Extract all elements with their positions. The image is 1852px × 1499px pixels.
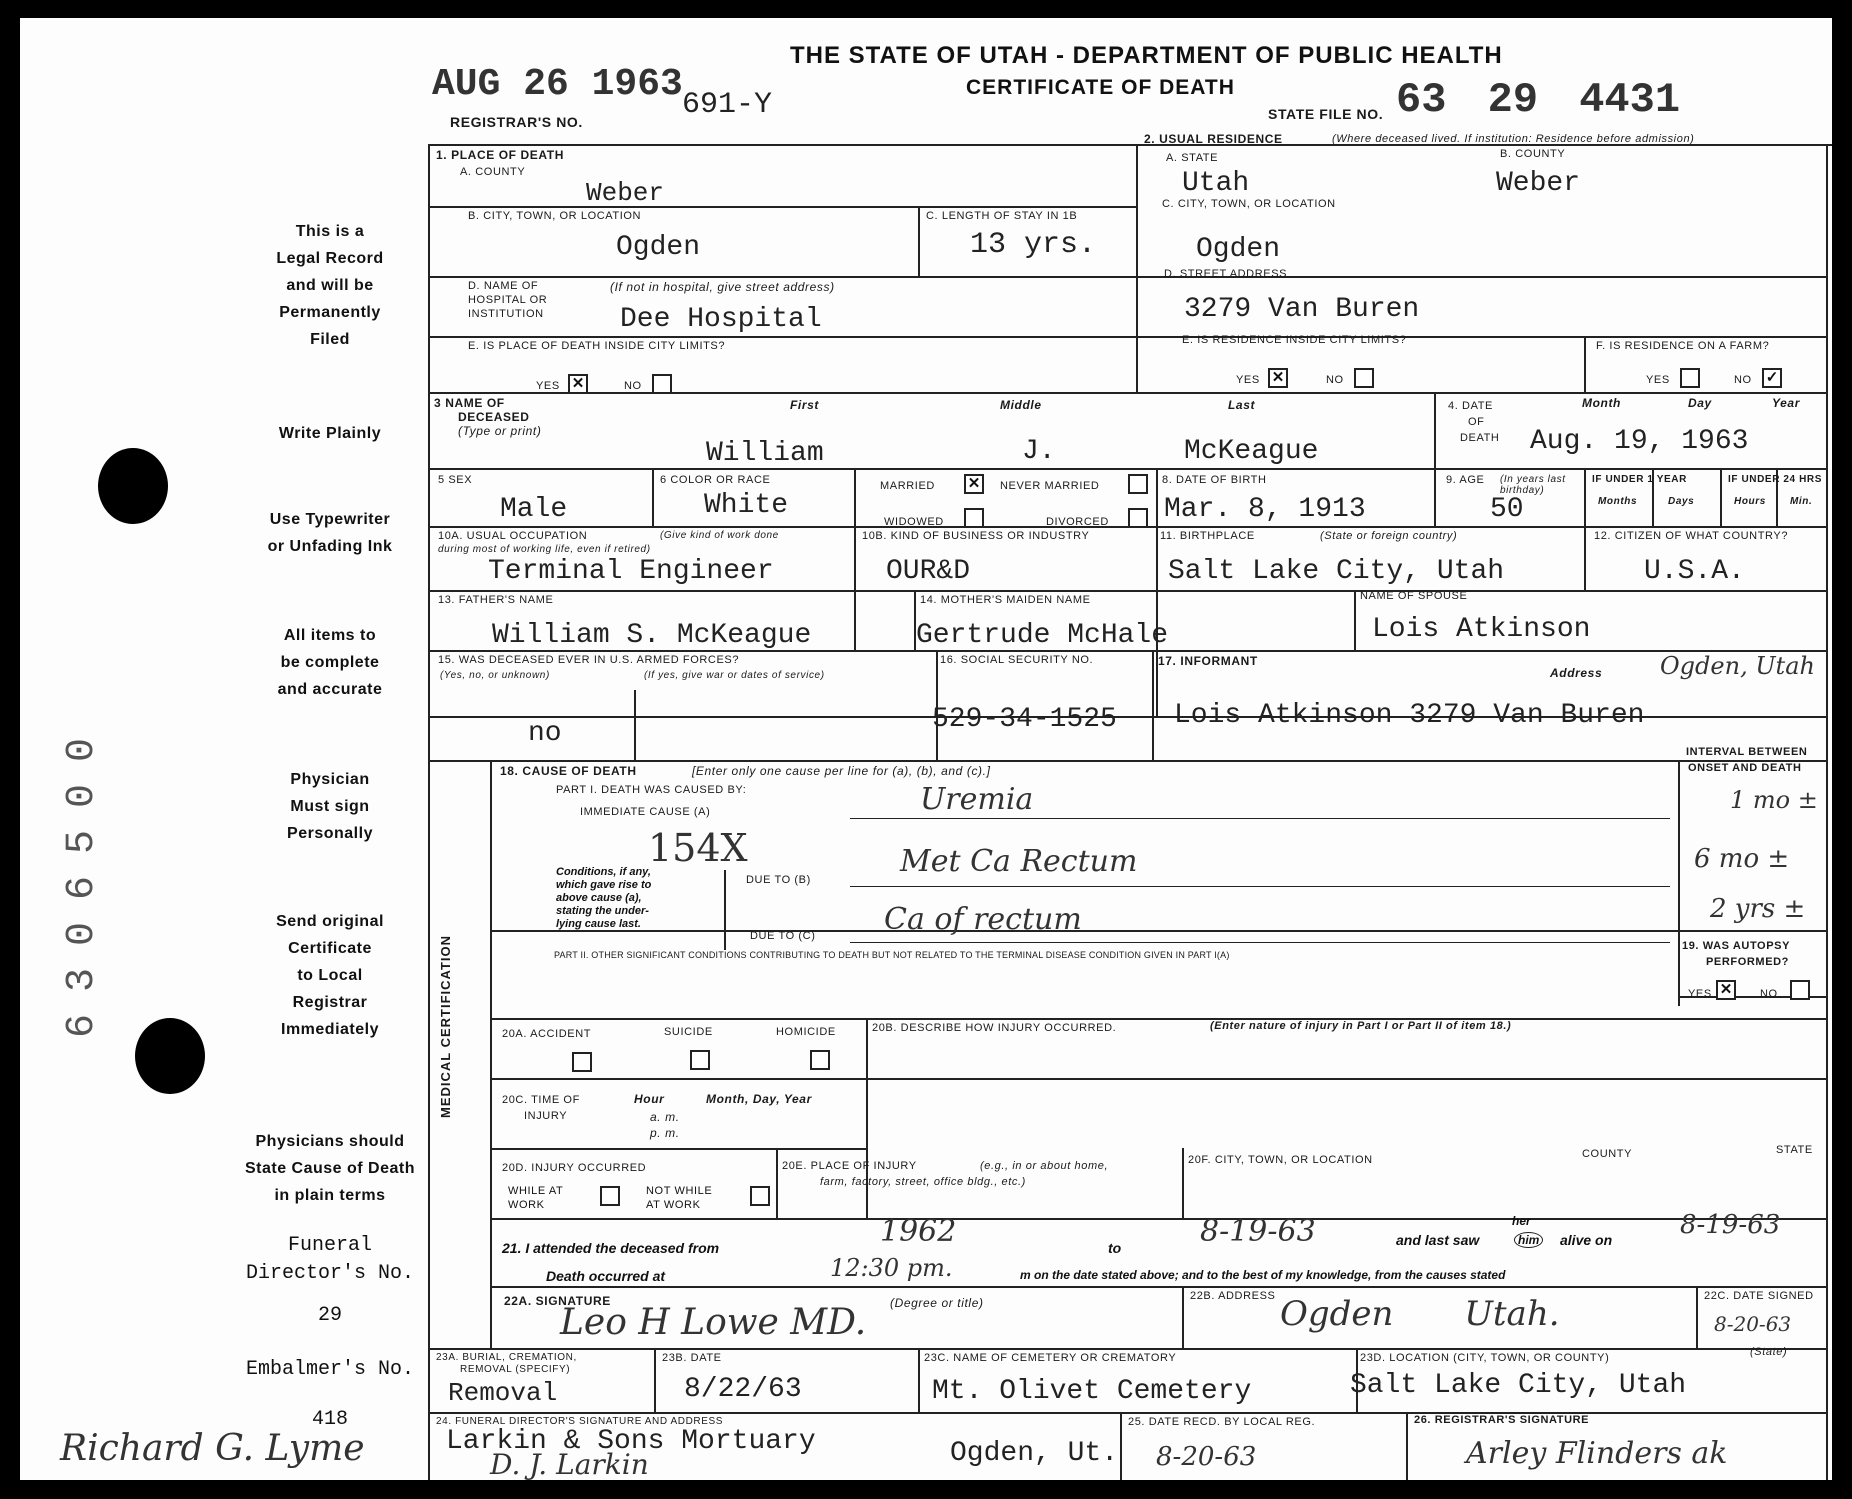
informant-label: 17. INFORMANT: [1158, 654, 1258, 668]
occupation-note-1: (Give kind of work done: [660, 530, 779, 541]
age-note: (In years last birthday): [1500, 474, 1566, 496]
county-label: A. COUNTY: [460, 166, 526, 178]
month-label: Month: [1582, 396, 1621, 410]
physician-signature: Leo H Lowe MD.: [560, 1302, 867, 1343]
registrar-signature-label: 26. REGISTRAR'S SIGNATURE: [1414, 1414, 1590, 1426]
registrar-no-value: 691-Y: [682, 88, 773, 122]
line: [490, 1078, 1826, 1080]
informant-address-handwritten: Ogden, Utah: [1660, 652, 1815, 680]
city-label: B. CITY, TOWN, OR LOCATION: [468, 210, 642, 222]
hospital-note: (If not in hospital, give street address): [610, 280, 835, 294]
residence-inside-city-label: E. IS RESIDENCE INSIDE CITY LIMITS?: [1182, 334, 1407, 346]
hospital-value: Dee Hospital: [620, 304, 822, 335]
cause-b-value: Met Ca Rectum: [900, 844, 1138, 879]
while-at-work-label: WHILE AT WORK: [508, 1185, 564, 1211]
line: [1720, 468, 1722, 526]
line: [652, 468, 654, 526]
cemetery-value: Mt. Olivet Cemetery: [932, 1376, 1252, 1407]
hospital-label-2: HOSPITAL OR: [468, 294, 548, 306]
occupation-value: Terminal Engineer: [488, 556, 774, 587]
name-label-1: 3 NAME OF: [434, 396, 505, 410]
state-title: THE STATE OF UTAH - DEPARTMENT OF PUBLIC HEALTH: [790, 42, 1503, 69]
farm-no-checkbox[interactable]: ✓: [1762, 368, 1782, 388]
month-day-year-label: Month, Day, Year: [706, 1092, 812, 1106]
armed-forces-note-1: (Yes, no, or unknown): [440, 670, 550, 681]
line: [490, 1148, 866, 1150]
line: [1678, 760, 1680, 1006]
cause-of-death-note: Physicians should State Cause of Death in plain terms: [244, 1133, 416, 1204]
autopsy-no-checkbox[interactable]: [1790, 980, 1810, 1000]
conditions-bracket: [724, 870, 726, 950]
first-name-label: First: [790, 398, 820, 412]
line: [428, 392, 1826, 394]
date-stamp: AUG 26 1963: [432, 63, 683, 106]
date-of-death-label-3: DEATH: [1460, 432, 1500, 444]
complete-note: All items to be complete and accurate: [277, 627, 383, 698]
no-label: NO: [624, 380, 642, 392]
middle-name-label: Middle: [1000, 398, 1042, 412]
line: [490, 760, 492, 1348]
no-label: NO: [1734, 374, 1752, 386]
line: [1182, 1286, 1184, 1348]
line: [1584, 468, 1586, 526]
cause-a-value: Uremia: [920, 782, 1034, 817]
injury-county-label: COUNTY: [1582, 1148, 1633, 1160]
armed-forces-note-2: (If yes, give war or dates of service): [644, 670, 825, 681]
alive-on-text: alive on: [1560, 1232, 1613, 1248]
line: [490, 930, 1826, 932]
year-label: Year: [1772, 396, 1800, 410]
place-of-injury-label: 20E. PLACE OF INJURY: [782, 1160, 917, 1172]
farm-yes-checkbox[interactable]: [1680, 368, 1700, 388]
place-of-injury-note-1: (e.g., in or about home,: [980, 1160, 1109, 1172]
citizen-label: 12. CITIZEN OF WHAT COUNTRY?: [1594, 530, 1789, 542]
line: [1152, 650, 1154, 760]
interval-b-value: 6 mo ±: [1694, 844, 1790, 874]
armed-forces-value: no: [528, 718, 562, 749]
him-label: him: [1514, 1232, 1543, 1248]
conditions-note: Conditions, if any, which gave rise to above cause (a), stating the under- lying cause last.: [556, 866, 652, 930]
accident-checkbox[interactable]: [572, 1052, 592, 1072]
due-to-b-label: DUE TO (B): [746, 874, 811, 886]
registrar-no-label: REGISTRAR'S NO.: [450, 114, 583, 130]
immediate-cause-label: IMMEDIATE CAUSE (A): [580, 806, 711, 818]
funeral-director-label: Funeral Director's No.: [245, 1234, 415, 1285]
divorced-label: DIVORCED: [1046, 516, 1109, 528]
yes-label: YES: [1646, 374, 1670, 386]
embalmer-label: Embalmer's No.: [245, 1358, 415, 1381]
line: [428, 206, 1136, 208]
cause-c-value: Ca of rectum: [884, 902, 1082, 937]
street-address-label: D. STREET ADDRESS: [1164, 268, 1288, 280]
burial-label-1: 23A. BURIAL, CREMATION,: [436, 1352, 577, 1363]
yes-label: YES: [1688, 988, 1712, 1000]
not-while-at-work-label: NOT WHILE AT WORK: [646, 1185, 713, 1211]
place-of-injury-note-2: farm, factory, street, office bldg., etc.): [820, 1176, 1026, 1188]
funeral-director-sig-label: 24. FUNERAL DIRECTOR'S SIGNATURE AND ADDRESS: [436, 1416, 724, 1427]
line: [854, 468, 856, 650]
funeral-director-signature: D. J. Larkin: [490, 1448, 649, 1480]
typewriter-note: Use Typewriter or Unfading Ink: [267, 511, 393, 555]
punch-hole-bottom: [135, 1018, 205, 1094]
autopsy-label-1: 19. WAS AUTOPSY: [1682, 940, 1791, 952]
attended-text: 21. I attended the deceased from: [502, 1240, 720, 1256]
time-of-injury-label-1: 20C. TIME OF: [502, 1094, 580, 1106]
frame-left: [428, 144, 430, 1480]
middle-name-value: J.: [1022, 436, 1056, 467]
sex-label: 5 SEX: [438, 474, 473, 486]
hospital-label-1: D. NAME OF: [468, 280, 539, 292]
death-occurred-label: Death occurred at: [546, 1268, 666, 1284]
age-value: 50: [1490, 494, 1524, 525]
interval-label-1: INTERVAL BETWEEN: [1686, 746, 1808, 758]
line: [428, 276, 1826, 278]
residence-county-label: B. COUNTY: [1500, 148, 1566, 160]
minutes-label: Min.: [1790, 496, 1813, 507]
married-checkbox[interactable]: ✕: [964, 474, 984, 494]
injury-description-label: 20B. DESCRIBE HOW INJURY OCCURRED.: [872, 1022, 1117, 1034]
suicide-label: SUICIDE: [664, 1026, 713, 1038]
sex-value: Male: [500, 494, 568, 525]
time-of-injury-label-2: INJURY: [524, 1110, 568, 1122]
hours-label: Hours: [1734, 496, 1766, 507]
line: [428, 526, 1826, 528]
line: [1136, 144, 1138, 392]
last-saw-text: and last saw: [1396, 1232, 1480, 1248]
widowed-label: WIDOWED: [884, 516, 944, 528]
attended-from-value: 1962: [880, 1214, 957, 1249]
sidebar-signature: Richard G. Lyme: [60, 1428, 365, 1469]
inside-city-no-checkbox[interactable]: [652, 374, 672, 394]
line: [428, 760, 1826, 762]
death-time-value: 12:30 pm.: [830, 1254, 953, 1282]
part-2-label: PART II. OTHER SIGNIFICANT CONDITIONS CONTRIBUTING TO DEATH BUT NOT RELATED TO THE TERMINAL DISEASE CONDITION GIVEN IN PART I(A): [554, 950, 1230, 960]
farm-label: F. IS RESIDENCE ON A FARM?: [1596, 340, 1770, 352]
send-original-note: Send original Certificate to Local Registrar Immediately: [276, 913, 384, 1038]
residence-inside-yes-checkbox[interactable]: ✕: [1268, 368, 1288, 388]
death-occurred-text: m on the date stated above; and to the best of my knowledge, from the causes stated: [1020, 1268, 1506, 1282]
usual-residence-note: (Where deceased lived. If institution: Residence before admission): [1332, 133, 1695, 145]
cause-of-death-note: [Enter only one cause per line for (a), (b), and (c).]: [692, 764, 991, 778]
line: [428, 1412, 1826, 1414]
line: [1120, 1412, 1122, 1480]
under-1-year-label: IF UNDER 1 YEAR: [1592, 474, 1687, 485]
place-of-death-label: 1. PLACE OF DEATH: [436, 148, 564, 162]
injury-description-note: (Enter nature of injury in Part I or Part II of item 18.): [1210, 1020, 1512, 1032]
certificate-sheet: [20, 18, 1832, 1480]
hospital-label-3: INSTITUTION: [468, 308, 544, 320]
date-signed-value: 8-20-63: [1714, 1312, 1792, 1336]
physician-note: Physician Must sign Personally: [287, 771, 373, 842]
injury-occurred-label: 20D. INJURY OCCURRED: [502, 1162, 647, 1174]
occupation-note-2: during most of working life, even if retired): [438, 544, 651, 555]
legal-record-note: This is a Legal Record and will be Permanently Filed: [276, 223, 384, 348]
spouse-value: Lois Atkinson: [1372, 614, 1591, 645]
first-name-value: William: [706, 438, 824, 469]
inside-city-yes-checkbox[interactable]: ✕: [568, 374, 588, 394]
not-while-at-work-checkbox[interactable]: [750, 1186, 770, 1206]
signature-label: 22A. SIGNATURE: [504, 1294, 611, 1308]
injury-state-label: STATE: [1776, 1144, 1813, 1156]
married-label: MARRIED: [880, 480, 935, 492]
funeral-home-value: Larkin & Sons Mortuary: [446, 1426, 816, 1457]
never-married-label: NEVER MARRIED: [1000, 480, 1100, 492]
homicide-checkbox[interactable]: [810, 1050, 830, 1070]
line: [866, 1018, 868, 1148]
day-label: Day: [1688, 396, 1712, 410]
attended-to-value: 8-19-63: [1200, 1214, 1316, 1249]
street-address-value: 3279 Van Buren: [1184, 294, 1420, 325]
months-label: Months: [1598, 496, 1638, 507]
spouse-label: NAME OF SPOUSE: [1360, 590, 1468, 602]
no-label: NO: [1326, 374, 1344, 386]
line: [428, 590, 1826, 592]
line: [490, 1218, 1826, 1220]
to-label: to: [1108, 1240, 1122, 1256]
industry-value: OUR&D: [886, 556, 971, 587]
occupation-label: 10A. USUAL OCCUPATION: [438, 530, 588, 542]
no-label: NO: [1760, 988, 1778, 1000]
burial-date-value: 8/22/63: [684, 1374, 802, 1405]
line: [918, 206, 920, 276]
punch-hole-top: [98, 448, 168, 524]
while-at-work-checkbox[interactable]: [600, 1186, 620, 1206]
burial-label-2: REMOVAL (SPECIFY): [460, 1364, 571, 1375]
length-of-stay-label: C. LENGTH OF STAY IN 1B: [926, 210, 1078, 222]
state-file-number: 63 29 4431: [1396, 76, 1681, 124]
citizen-value: U.S.A.: [1644, 556, 1745, 587]
interval-label-2: ONSET AND DEATH: [1688, 762, 1802, 774]
usual-residence-label: 2. USUAL RESIDENCE: [1144, 132, 1283, 146]
alive-on-value: 8-19-63: [1680, 1210, 1781, 1240]
homicide-label: HOMICIDE: [776, 1026, 836, 1038]
burial-date-label: 23B. DATE: [662, 1352, 722, 1364]
line: [634, 690, 636, 760]
date-received-label: 25. DATE RECD. BY LOCAL REG.: [1128, 1416, 1316, 1428]
state-label: A. STATE: [1166, 152, 1219, 164]
funeral-director-number: 29: [317, 1304, 342, 1327]
physician-address-label: 22B. ADDRESS: [1190, 1290, 1276, 1302]
funeral-city-value: Ogden, Ut.: [950, 1438, 1119, 1469]
cause-c-line: [850, 942, 1670, 943]
line: [1584, 526, 1586, 590]
industry-label: 10B. KIND OF BUSINESS OR INDUSTRY: [862, 530, 1090, 542]
injury-city-label: 20F. CITY, TOWN, OR LOCATION: [1188, 1154, 1373, 1166]
line: [490, 1286, 1826, 1288]
line: [654, 1348, 656, 1412]
last-name-label: Last: [1228, 398, 1256, 412]
residence-inside-no-checkbox[interactable]: [1354, 368, 1374, 388]
line: [428, 468, 1826, 470]
write-plainly-note: Write Plainly: [278, 425, 382, 442]
line: [490, 1018, 1826, 1020]
date-of-death-label-1: 4. DATE: [1448, 400, 1493, 412]
ssn-label: 16. SOCIAL SECURITY NO.: [940, 654, 1094, 666]
residence-city-label: C. CITY, TOWN, OR LOCATION: [1162, 198, 1336, 210]
pm-label: p. m.: [650, 1126, 680, 1140]
date-received-value: 8-20-63: [1156, 1442, 1257, 1472]
father-name-value: William S. McKeague: [492, 620, 812, 651]
date-of-birth-value: Mar. 8, 1913: [1164, 494, 1366, 525]
inside-city-label: E. IS PLACE OF DEATH INSIDE CITY LIMITS?: [468, 340, 726, 352]
race-label: 6 COLOR OR RACE: [660, 474, 771, 486]
last-name-value: McKeague: [1184, 436, 1319, 467]
hour-label: Hour: [634, 1092, 665, 1106]
length-of-stay-value: 13 yrs.: [970, 228, 1097, 262]
cause-a-line: [850, 818, 1670, 819]
residence-city-value: Ogden: [1196, 234, 1281, 265]
residence-county-value: Weber: [1496, 168, 1581, 199]
race-value: White: [704, 490, 789, 521]
informant-address-label: Address: [1550, 666, 1603, 680]
physician-address-value: Ogden Utah.: [1280, 1294, 1560, 1334]
burial-state-label: (State): [1750, 1346, 1788, 1358]
date-signed-label: 22C. DATE SIGNED: [1704, 1290, 1814, 1302]
father-name-label: 13. FATHER'S NAME: [438, 594, 554, 606]
state-file-label: STATE FILE NO.: [1268, 106, 1384, 122]
burial-location-value: Salt Lake City, Utah: [1350, 1370, 1687, 1401]
interval-a-value: 1 mo ±: [1730, 786, 1818, 814]
yes-label: YES: [1236, 374, 1260, 386]
yes-label: YES: [536, 380, 560, 392]
due-to-c-label: DUE TO (C): [750, 930, 816, 942]
degree-label: (Degree or title): [890, 1296, 984, 1310]
line: [776, 1148, 778, 1218]
frame-right: [1826, 144, 1828, 1480]
residence-state-value: Utah: [1182, 168, 1250, 199]
line: [1406, 1412, 1408, 1480]
embalmer-number: 418: [311, 1408, 348, 1431]
under-24-hrs-label: IF UNDER 24 HRS: [1728, 474, 1823, 485]
birthplace-label: 11. BIRTHPLACE: [1160, 530, 1255, 542]
death-county-value: Weber: [586, 178, 665, 208]
vertical-serial-number: 6306500: [60, 715, 105, 1038]
accident-label: 20A. ACCIDENT: [502, 1028, 592, 1040]
her-label: her: [1512, 1214, 1531, 1228]
birthplace-note: (State or foreign country): [1320, 530, 1458, 542]
birthplace-value: Salt Lake City, Utah: [1168, 556, 1505, 587]
days-label: Days: [1668, 496, 1695, 507]
registrar-signature: Arley Flinders ak: [1466, 1436, 1728, 1471]
date-of-death-label-2: OF: [1468, 416, 1485, 428]
never-married-checkbox[interactable]: [1128, 474, 1148, 494]
line: [1434, 392, 1436, 526]
am-label: a. m.: [650, 1110, 680, 1124]
line: [1156, 468, 1158, 716]
date-of-death-value: Aug. 19, 1963: [1530, 426, 1749, 457]
part-1-label: PART I. DEATH WAS CAUSED BY:: [556, 784, 747, 796]
medical-certification-label: MEDICAL CERTIFICATION: [438, 934, 453, 1118]
autopsy-yes-checkbox[interactable]: ✕: [1716, 980, 1736, 1000]
line: [1354, 590, 1356, 650]
cause-of-death-label: 18. CAUSE OF DEATH: [500, 764, 637, 778]
cause-code: 154X: [648, 826, 748, 870]
line: [1696, 1286, 1698, 1348]
interval-c-value: 2 yrs ±: [1710, 894, 1806, 924]
certificate-title: CERTIFICATE OF DEATH: [966, 76, 1235, 99]
name-label-2: DECEASED: [458, 410, 530, 424]
burial-location-label: 23D. LOCATION (CITY, TOWN, OR COUNTY): [1360, 1352, 1610, 1364]
ssn-value: 529-34-1525: [932, 704, 1117, 735]
date-of-birth-label: 8. DATE OF BIRTH: [1162, 474, 1267, 486]
age-label: 9. AGE: [1446, 474, 1485, 486]
cemetery-label: 23C. NAME OF CEMETERY OR CREMATORY: [924, 1352, 1177, 1364]
mother-name-value: Gertrude McHale: [916, 620, 1169, 651]
death-city-value: Ogden: [616, 232, 701, 263]
cause-b-line: [850, 886, 1670, 887]
line: [428, 1348, 1826, 1350]
divorced-checkbox[interactable]: [1128, 508, 1148, 528]
line: [428, 336, 1826, 338]
informant-value: Lois Atkinson 3279 Van Buren: [1174, 700, 1645, 731]
name-label-3: (Type or print): [458, 424, 542, 438]
burial-value: Removal: [448, 1378, 558, 1408]
line: [918, 1348, 920, 1412]
autopsy-label-2: PERFORMED?: [1706, 956, 1789, 968]
widowed-checkbox[interactable]: [964, 508, 984, 528]
line: [1584, 336, 1586, 392]
line: [1182, 1148, 1184, 1218]
suicide-checkbox[interactable]: [690, 1050, 710, 1070]
mother-name-label: 14. MOTHER'S MAIDEN NAME: [920, 594, 1091, 606]
armed-forces-label: 15. WAS DECEASED EVER IN U.S. ARMED FORCES?: [438, 654, 740, 666]
